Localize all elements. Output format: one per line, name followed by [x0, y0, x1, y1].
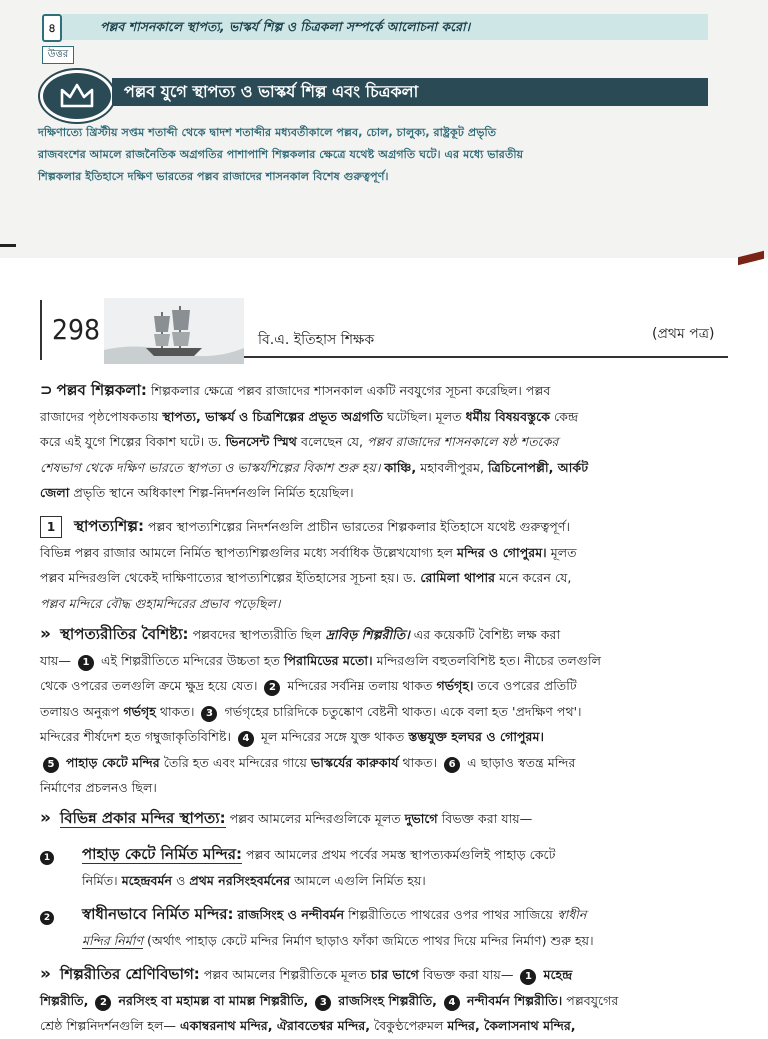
- paper-label: (প্রথম পত্র): [652, 326, 715, 342]
- text: বিভক্ত করা যায়—: [422, 967, 514, 982]
- emphasis: পাহাড় কেটে মন্দির: [66, 754, 160, 770]
- text-line: [40, 540, 734, 566]
- section-title: পল্লব শিল্পকলা:: [56, 381, 147, 399]
- quote: মন্দির নির্মাণ: [82, 932, 144, 948]
- quote: শেষভাগ থেকে দক্ষিণ ভারতে স্থাপত্য ও ভাস্কর্যশিল্পের বিকাশ শুরু হয়।: [40, 459, 381, 475]
- number-badge: 2: [95, 995, 111, 1011]
- text: শিল্পকলার ক্ষেত্রে পল্লব রাজাদের শাসনকাল একটি নবযুগের সূচনা করেছিল। পল্লব: [150, 383, 551, 398]
- text-line: [40, 378, 734, 404]
- section-title: শিল্পরীতির শ্রেণিবিভাগ:: [60, 965, 200, 983]
- text: মন্দিরের সর্বনিম্ন তলায় থাকত: [287, 678, 433, 693]
- structural-temple-item: [82, 902, 734, 953]
- text: থেকে ওপরের তলগুলি ক্রমে ক্ষুদ্র হয়ে যেত।: [40, 678, 258, 693]
- text: থাকত।: [159, 703, 195, 719]
- text: কেন্দ্র: [554, 408, 579, 424]
- emphasis: কাঞ্চি,: [384, 459, 417, 475]
- emphasis: প্রথম নরসিংহবর্মনের: [189, 872, 291, 888]
- text: তলায়ও অনুরূপ: [40, 703, 120, 719]
- emphasis: চার ভাগে: [370, 967, 419, 982]
- question-text: পল্লব শাসনকালে স্থাপত্য, ভাস্কর্য শিল্প ও চিত্রকলা সম্পর্কে আলোচনা করো।: [62, 14, 708, 40]
- item-title: পাহাড় কেটে নির্মিত মন্দির:: [82, 845, 242, 863]
- text-line: [40, 622, 734, 648]
- text: পল্লবদের স্থাপত্যরীতি ছিল: [192, 627, 322, 642]
- text: ঘটেছিল। মূলত: [386, 408, 462, 424]
- text-line: [40, 806, 734, 832]
- number-badge: 1: [78, 655, 94, 671]
- section-bullet-icon: ⊃: [40, 381, 53, 399]
- intro-line: রাজবংশের আমলে রাজনৈতিক অগ্রগতির পাশাপাশি শিল্পকলার ক্ষেত্রে যথেষ্ট অগ্রগতি ঘটে। এর মধ্যে ভারতীয়: [38, 148, 524, 161]
- architecture-paragraph: [40, 514, 734, 616]
- quote: পল্লব মন্দিরে বৌদ্ধ গুহামন্দিরের প্রভাব পড়েছিল।: [40, 595, 281, 611]
- text: পল্লব আমলের মন্দিরগুলিকে মূলত: [229, 811, 401, 826]
- double-arrow-icon: »: [40, 624, 46, 644]
- intro-paragraph: [38, 122, 710, 188]
- item-title: স্বাধীনভাবে নির্মিত মন্দির:: [82, 905, 234, 923]
- text: বৈকুণ্ঠপেরুমল: [374, 1018, 444, 1033]
- item-badge: 2: [40, 911, 54, 925]
- quote: পল্লব রাজাদের শাসনকালে ষষ্ঠ শতকের: [367, 434, 559, 449]
- text: শিল্পরীতিতে পাথরের ওপর পাথর সাজিয়ে: [348, 907, 553, 922]
- text-line: [82, 842, 734, 868]
- emphasis: মন্দির, কৈলাসনাথ মন্দির,: [447, 1018, 576, 1033]
- emphasis: গর্ভগৃহ: [123, 703, 156, 719]
- section-title: স্থাপত্যরীতির বৈশিষ্ট্য:: [60, 625, 189, 643]
- text: মন্দিরগুলি বহুতলবিশিষ্ট হত। নীচের তলগুলি: [376, 652, 601, 668]
- text-line: [82, 902, 734, 928]
- text-line: [40, 724, 734, 750]
- text: বলেছেন যে,: [300, 434, 363, 449]
- text: এই শিল্পরীতিতে মন্দিরের উচ্চতা হত: [100, 652, 280, 668]
- emphasis: পিরামিডের মতো।: [283, 652, 373, 668]
- emphasis: মহেন্দ্র: [543, 967, 573, 982]
- section-title: বিভিন্ন প্রকার মন্দির স্থাপত্য:: [60, 809, 226, 827]
- intro-line: শিল্পকলার ইতিহাসে দক্ষিণ ভারতের পল্লব রাজাদের শাসনকাল বিশেষ গুরুত্বপূর্ণ।: [38, 170, 389, 183]
- text-line: [40, 514, 734, 540]
- crown-badge: [40, 70, 114, 122]
- number-badge: 4: [444, 995, 460, 1011]
- text-line: [40, 591, 734, 617]
- temple-types-paragraph: [40, 806, 734, 832]
- text: করে এই যুগে শিল্পের বিকাশ ঘটে। ড.: [40, 434, 222, 449]
- item-badge: 1: [40, 851, 54, 865]
- text: বিভিন্ন পল্লব রাজার আমলে নির্মিত স্থাপত্যশিল্পগুলির মধ্যে সর্বাধিক উল্লেখযোগ্য হল: [40, 544, 454, 560]
- text: যায়—: [40, 652, 71, 668]
- emphasis: ভিনসেন্ট স্মিথ: [225, 434, 297, 449]
- text-line: [40, 988, 734, 1014]
- emphasis: রোমিলা থাপার: [420, 570, 496, 585]
- text-line: [82, 928, 734, 954]
- text: মহাবলীপুরম,: [420, 459, 484, 475]
- text: গর্ভগৃহের চারিদিকে চতুষ্কোণ বেষ্টনী থাকত। একে বলা হত 'প্রদক্ষিণ পথ'।: [224, 703, 582, 719]
- intro-line: দক্ষিণাত্যে খ্রিস্টীয় সপ্তম শতাব্দী থেকে দ্বাদশ শতাব্দীর মধ্যবর্তীকালে পল্লব, চোল, চালুক্য, রাষ্ট্রকূট প্রভৃতি: [38, 126, 497, 139]
- text: রাজাদের পৃষ্ঠপোষকতায়: [40, 408, 159, 424]
- text: তৈরি হত এবং মন্দিরের গায়ে: [163, 754, 307, 770]
- text-line: [40, 429, 734, 455]
- emphasis: নন্দীবর্মন শিল্পরীতি।: [467, 992, 563, 1008]
- text-line: [40, 673, 734, 699]
- page-number: 298: [40, 300, 98, 360]
- page-edge-mark: [0, 244, 16, 247]
- text: মন্দিরের শীর্ষদেশ হত গম্বুজাকৃতিবিশিষ্ট।: [40, 729, 231, 744]
- number-badge: 1: [520, 969, 536, 985]
- text-line: [40, 962, 734, 988]
- text: পল্লব মন্দিরগুলি থেকেই দাক্ষিণাত্যের স্থাপত্যশিল্পের ইতিহাসের সূচনা হয়। ড.: [40, 570, 417, 585]
- emphasis: স্থাপত্য, ভাস্কর্য ও চিত্রশিল্পের প্রভূত অগ্রগতি: [162, 408, 383, 424]
- number-badge: 3: [315, 995, 331, 1011]
- emphasis: শিল্পরীতি,: [40, 992, 89, 1008]
- section-heading: পল্লব যুগে স্থাপত্য ও ভাস্কর্য শিল্প এবং চিত্রকলা: [112, 78, 708, 106]
- pallava-art-paragraph: [40, 378, 734, 506]
- text-line: [40, 648, 734, 674]
- text: এর কয়েকটি বৈশিষ্ট্য লক্ষ করা: [413, 627, 561, 642]
- emphasis: মন্দির ও গোপুরম।: [457, 544, 547, 560]
- number-badge: 5: [43, 757, 59, 773]
- text: পল্লব আমলের শিল্পরীতিকে মূলত: [203, 967, 367, 982]
- text: মনে করেন যে,: [499, 570, 572, 585]
- number-badge: 6: [444, 757, 460, 773]
- emphasis: দুভাগে: [404, 811, 438, 826]
- emphasis: ভাস্কর্যের কারুকার্য: [310, 754, 399, 770]
- text: পল্লব আমলের প্রথম পর্বের সমস্ত স্থাপত্যকর্মগুলিই পাহাড় কেটে: [245, 847, 556, 862]
- question-number: ৪: [42, 14, 62, 42]
- book-title: বি.এ. ইতিহাস শিক্ষক: [258, 332, 375, 348]
- emphasis: একাম্বরনাথ মন্দির, ঐরাবতেশ্বর মন্দির,: [180, 1018, 371, 1033]
- text: তবে ওপরের প্রতিটি: [477, 678, 577, 693]
- emphasis: গর্ভগৃহ।: [436, 678, 474, 693]
- top-page-fragment: [0, 0, 768, 258]
- text: মূলত: [550, 544, 577, 560]
- text: প্রভৃতি স্থানে অধিকাংশ শিল্প-নিদর্শনগুলি নির্মিত হয়েছিল।: [73, 485, 354, 500]
- emphasis: নরসিংহ বা মহামল্ল বা মামল্ল শিল্পরীতি,: [118, 992, 309, 1008]
- double-arrow-icon: »: [40, 808, 46, 828]
- text-line: [40, 565, 734, 591]
- text: (অর্থাৎ পাহাড় কেটে মন্দির নির্মাণ ছাড়াও ফাঁকা জমিতে পাথর দিয়ে মন্দির নির্মাণ) শুরু হয়।: [147, 932, 594, 948]
- header-rule: [244, 356, 728, 358]
- text: নির্মিত।: [82, 872, 118, 888]
- text-line: [40, 775, 734, 801]
- text-line: [40, 480, 734, 506]
- emphasis: দ্রাবিড় শিল্পরীতি।: [325, 627, 410, 642]
- text: নির্মাণের প্রচলনও ছিল।: [40, 780, 157, 795]
- text: মূল মন্দিরের সঙ্গে যুক্ত থাকত: [261, 729, 405, 744]
- double-arrow-icon: »: [40, 964, 46, 984]
- text: এ ছাড়াও স্বতন্ত্র মন্দির: [467, 754, 576, 770]
- ship-illustration: [104, 298, 244, 364]
- quote: স্বাধীন: [556, 907, 587, 922]
- number-badge: 2: [264, 680, 280, 696]
- text: শ্রেষ্ঠ শিল্পনিদর্শনগুলি হল—: [40, 1018, 176, 1033]
- answer-label: উত্তর: [42, 46, 74, 64]
- text: থাকত।: [402, 754, 438, 770]
- emphasis: জেলা: [40, 485, 70, 500]
- emphasis: রাজসিংহ শিল্পরীতি,: [338, 992, 437, 1008]
- crown-icon: [59, 82, 95, 110]
- text-line: [40, 699, 734, 725]
- text-line: [40, 455, 734, 481]
- text: পল্লবযুগের: [566, 992, 619, 1008]
- classification-paragraph: [40, 962, 734, 1039]
- text: পল্লব স্থাপত্যশিল্পের নিদর্শনগুলি প্রাচীন ভারতের শিল্পকলার ইতিহাসে যথেষ্ট গুরুত্বপূর্ণ।: [147, 519, 570, 534]
- emphasis: ধর্মীয় বিষয়বস্তুকে: [465, 408, 551, 424]
- features-paragraph: [40, 622, 734, 801]
- section-number: 1: [40, 516, 62, 538]
- emphasis: স্তম্ভযুক্ত হলঘর ও গোপুরম।: [408, 729, 544, 744]
- text-line: [40, 1013, 734, 1039]
- emphasis: রাজসিংহ ও নন্দীবর্মন: [237, 907, 345, 922]
- number-badge: 4: [238, 731, 254, 747]
- text-line: [40, 404, 734, 430]
- emphasis: মহেন্দ্রবর্মন: [121, 872, 173, 888]
- rock-cut-temple-item: [82, 842, 734, 893]
- text: বিভক্ত করা যায়—: [441, 811, 533, 826]
- text: ও: [176, 872, 186, 888]
- section-title: স্থাপত্যশিল্প:: [74, 517, 144, 535]
- text: আমলে এগুলি নির্মিত হয়।: [294, 872, 426, 888]
- number-badge: 3: [201, 706, 217, 722]
- text-line: [82, 868, 734, 894]
- text-line: [40, 750, 734, 776]
- emphasis: ত্রিচিনোপল্লী, আর্কট: [487, 459, 589, 475]
